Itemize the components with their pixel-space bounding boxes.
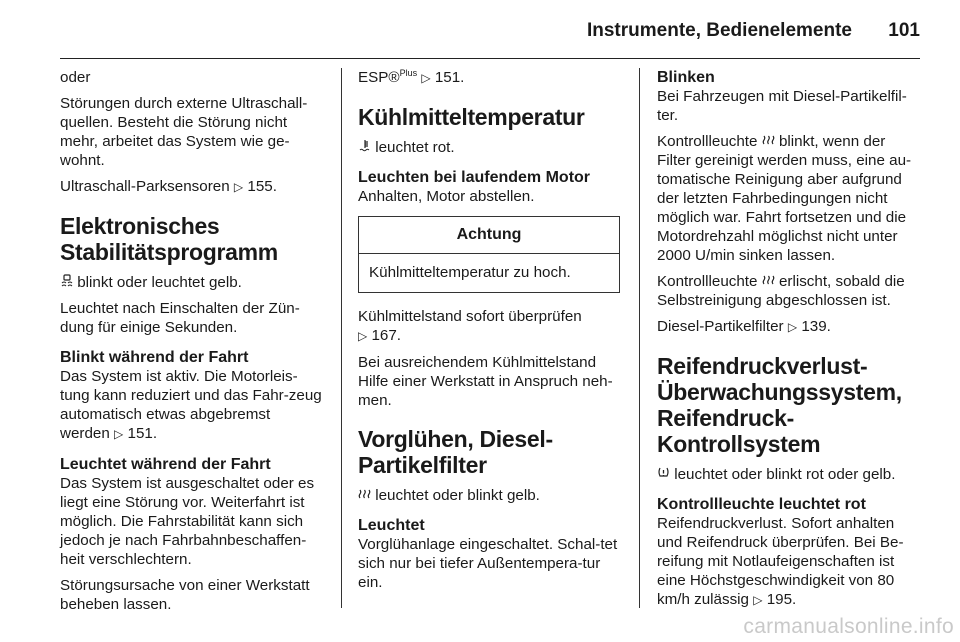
paragraph: Leuchtet nach Einschalten der Zün-dung für einige Sekunden. <box>60 300 300 336</box>
subheading: Leuchtet <box>358 517 425 534</box>
page-title: Instrumente, Bedienelemente <box>586 20 852 41</box>
page-ref-arrow-icon: ▷ <box>358 329 368 343</box>
esp-car-skid-icon <box>60 273 73 292</box>
warning-box-body: Kühlmitteltemperatur zu hoch. <box>369 264 571 281</box>
paragraph: Bei ausreichendem Kühlmittelstand Hilfe einer Werkstatt in Anspruch neh-men. <box>358 354 613 409</box>
subheading: Leuchtet während der Fahrt <box>60 456 271 473</box>
paragraph: blinkt oder leuchtet gelb. <box>60 273 322 292</box>
page-ref-arrow-icon: ▷ <box>753 593 763 607</box>
paragraph: Das System ist aktiv. Die Motorleis-tung kann reduziert und das Fahr-zeug automatisch etwas abgebremst werden ▷ 151. <box>60 368 322 442</box>
paragraph: Störungsursache von einer Werkstatt beheben lassen. <box>60 577 310 613</box>
paragraph: Ultraschall-Parksensoren ▷ 155. <box>60 178 277 195</box>
section-heading-esp: Elektronisches Stabilitätsprogramm <box>60 213 278 265</box>
paragraph: Das System ist ausgeschaltet oder es liegt eine Störung vor. Weiterfahrt ist möglich. Die Fahrstabilität kann sich jedoch je nach Fahrbahnbeschaffen-heit verschlechtern. <box>60 475 315 568</box>
subheading: Leuchten bei laufendem Motor <box>358 169 591 186</box>
section-heading-tire: Reifendruckverlust-Überwachungssystem, Reifendruck-Kontrollsystem <box>657 353 902 457</box>
section-heading-coolant: Kühlmitteltemperatur <box>358 104 585 130</box>
subheading: Blinkt während der Fahrt <box>60 349 249 366</box>
paragraph: leuchtet oder blinkt rot oder gelb. <box>657 465 919 484</box>
paragraph: Störungen durch externe Ultraschall-quellen. Besteht die Störung nicht mehr, arbeitet das System wie ge-wohnt. <box>60 95 308 169</box>
warning-box-title: Achtung <box>359 217 619 254</box>
paragraph: Kontrollleuchte blinkt, wenn der Filter gereinigt werden muss, eine au-tomatische Reinigung aber aufgrund der letzten Fahrbedingungen nicht möglich war. Fahrt fortsetzen und die Motordrehzahl möglichst nicht unter 2000 U/min sinken lassen. <box>657 133 912 264</box>
paragraph: oder <box>60 69 91 86</box>
paragraph: Anhalten, Motor abstellen. <box>358 188 535 205</box>
paragraph: Kühlmittelstand sofort überprüfen ▷ 167. <box>358 308 582 344</box>
paragraph: ESP®$^{Plus}$ ▷ 151. <box>358 67 465 86</box>
page-ref-arrow-icon: ▷ <box>233 180 244 194</box>
subheading: Blinken <box>657 69 715 86</box>
glow-plug-icon <box>762 272 775 291</box>
page-ref-arrow-icon: ▷ <box>787 320 798 334</box>
paragraph: Bei Fahrzeugen mit Diesel-Partikelfil-ter. <box>657 88 907 124</box>
page-number: 101 <box>888 20 920 41</box>
page-ref-arrow-icon: ▷ <box>421 71 431 85</box>
subheading: Kontrollleuchte leuchtet rot <box>657 496 866 513</box>
warning-box <box>358 216 620 293</box>
column-1 <box>60 68 322 621</box>
paragraph: Reifendruckverlust. Sofort anhalten und Reifendruck überprüfen. Bei Be-reifung mit Notlaufeigenschaften ist eine Höchstgeschwindigkeit von 80 km/h zulässig ▷ 195. <box>657 515 904 608</box>
section-heading-glow: Vorglühen, Diesel-Partikelfilter <box>358 426 553 478</box>
column-2 <box>358 68 620 599</box>
paragraph: Kontrollleuchte erlischt, sobald die Selbstreinigung abgeschlossen ist. <box>657 273 905 309</box>
tire-pressure-icon <box>657 465 670 484</box>
paragraph: leuchtet rot. <box>358 138 620 157</box>
column-3 <box>657 68 919 617</box>
column-divider <box>341 68 342 608</box>
paragraph: leuchtet oder blinkt gelb. <box>358 486 620 505</box>
paragraph: Vorglühanlage eingeschaltet. Schal-tet sich nur bei tiefer Außentempera-tur ein. <box>358 536 618 591</box>
glow-plug-icon <box>762 132 775 151</box>
page-header <box>60 0 920 59</box>
glow-plug-icon <box>358 486 371 505</box>
coolant-temperature-icon <box>358 138 371 157</box>
page-ref-arrow-icon: ▷ <box>114 427 124 441</box>
paragraph: Diesel-Partikelfilter ▷ 139. <box>657 318 831 335</box>
column-divider <box>639 68 640 608</box>
watermark: carmanualsonline.info <box>743 615 954 638</box>
